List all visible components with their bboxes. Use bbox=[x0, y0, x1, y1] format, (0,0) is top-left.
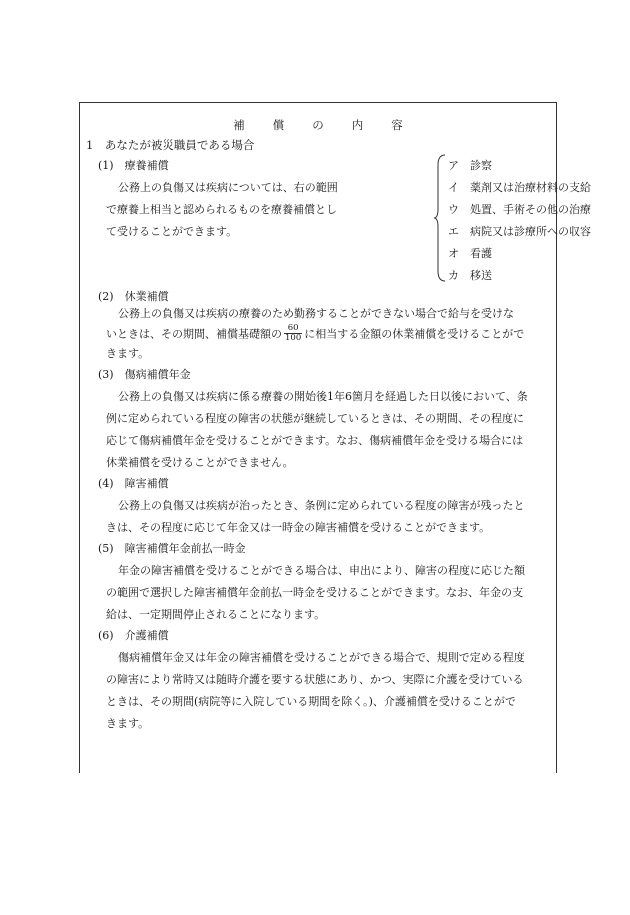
paragraph-line: きます。 bbox=[106, 717, 150, 730]
fraction: $\frac{60}{100}$ bbox=[285, 323, 302, 343]
paragraph-line: きます。 bbox=[106, 347, 150, 360]
paragraph-line: 公務上の負傷又は疾病が治ったとき、条例に定められている程度の障害が残ったと bbox=[118, 499, 525, 512]
paragraph-line: 例に定められている程度の障害の状態が継続しているときは、その期間、その程度に bbox=[106, 412, 524, 425]
paragraph-line-with-fraction: いときは、その期間、補償基礎額の $\frac{60}{100}$ に相当する金額の休業補償を受けることがで bbox=[106, 323, 525, 343]
paragraph-line: 傷病補償年金又は年金の障害補償を受けることができる場合で、規則で定める程度 bbox=[118, 651, 525, 664]
paragraph-line: て受けることができます。 bbox=[106, 225, 238, 238]
item-label-disability: (4) 障害補償 bbox=[98, 477, 169, 490]
page-title: 補 償 の 内 容 bbox=[233, 118, 403, 132]
paragraph-line: の障害により常時又は随時介護を要する状態にあり、かつ、実際に介護を受けている bbox=[106, 673, 524, 686]
care-list-item: イ 薬剤又は治療材料の支給 bbox=[448, 181, 591, 194]
paragraph-line: ときは、その期間(病院等に入院している期間を除く。)、介護補償を受けることがで bbox=[106, 695, 516, 708]
paragraph-line: 応じて傷病補償年金を受けることができます。なお、傷病補償年金を受ける場合には bbox=[106, 434, 524, 447]
item-label-medical: (1) 療養補償 bbox=[98, 159, 169, 172]
document-frame bbox=[79, 102, 591, 773]
paragraph-line: 年金の障害補償を受けることができる場合は、申出により、障害の程度に応じた額 bbox=[118, 564, 525, 577]
care-list-item: ウ 処置、手術その他の治療 bbox=[448, 203, 591, 216]
care-list-item: エ 病院又は診療所への収容 bbox=[448, 225, 591, 238]
paragraph-line: 公務上の負傷又は疾病の療養のため勤務することができない場合で給与を受けな bbox=[118, 307, 514, 320]
curly-brace bbox=[433, 153, 447, 283]
paragraph-line: 休業補償を受けることができません。 bbox=[106, 456, 294, 469]
care-list-item: ア 診察 bbox=[448, 159, 492, 172]
paragraph-line: 公務上の負傷又は疾病については、右の範囲 bbox=[118, 181, 338, 194]
item-label-nursing-care: (6) 介護補償 bbox=[98, 629, 169, 642]
section-heading: 1 あなたが被災職員である場合 bbox=[86, 138, 255, 152]
paragraph-line: で療養上相当と認められるものを療養補償とし bbox=[106, 203, 337, 216]
paragraph-line: 公務上の負傷又は疾病に係る療養の開始後1年6箇月を経過した日以後において、条 bbox=[118, 390, 528, 403]
care-list-item: オ 看護 bbox=[448, 247, 492, 260]
paragraph-line: 給は、一定期間停止されることになります。 bbox=[106, 608, 326, 621]
item-label-injury-pension: (3) 傷病補償年金 bbox=[98, 368, 191, 381]
paragraph-line: きは、その程度に応じて年金又は一時金の障害補償を受けることができます。 bbox=[106, 521, 491, 534]
care-list-item: カ 移送 bbox=[448, 269, 492, 282]
paragraph-line: の範囲で選択した障害補償年金前払一時金を受けることができます。なお、年金の支 bbox=[106, 586, 524, 599]
item-label-leave: (2) 休業補償 bbox=[98, 290, 169, 303]
item-label-advance-payment: (5) 障害補償年金前払一時金 bbox=[98, 542, 246, 555]
